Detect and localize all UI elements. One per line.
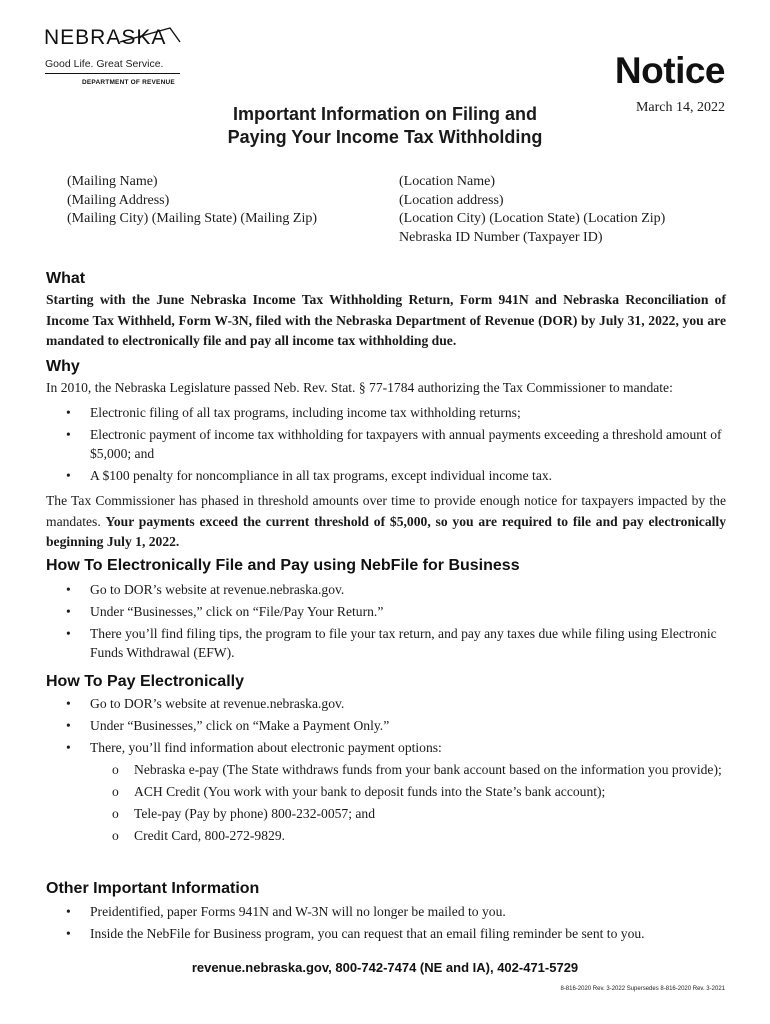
- why-intro: In 2010, the Nebraska Legislature passed Neb. Rev. Stat. § 77-1784 authorizing the Tax Commissioner to mandate:: [46, 380, 673, 395]
- list-item: o ACH Credit (You work with your bank to deposit funds into the State’s bank account);: [46, 782, 726, 801]
- list-item: • Under “Businesses,” click on “Make a Payment Only.”: [46, 716, 726, 735]
- mailing-address-block: [67, 173, 317, 229]
- section-heading-what: What: [46, 270, 86, 287]
- list-item: • Inside the NebFile for Business program, you can request that an email filing reminder be sent to you.: [46, 924, 726, 943]
- list-item: • There, you’ll find information about electronic payment options:: [46, 738, 726, 757]
- notice-heading: Notice: [614, 50, 725, 91]
- list-item: o Tele-pay (Pay by phone) 800-232-0057; and: [46, 804, 726, 823]
- nebraska-logo-wordmark: NEBRASKA: [44, 26, 167, 49]
- mailing-name: (Mailing Name): [67, 174, 158, 189]
- section-heading-pay: How To Pay Electronically: [46, 673, 244, 690]
- nebfile-list: [46, 580, 726, 665]
- document-title: [160, 103, 610, 149]
- why-closing-emphasis: Your payments exceed the current threshold of $5,000, so you are required to file and pay electronically beginning July 1, 2022.: [46, 513, 726, 549]
- logo-divider: [45, 73, 180, 74]
- list-item: • There you’ll find filing tips, the program to file your tax return, and pay any taxes due while filing using Electronic Funds Withdrawal (EFW).: [46, 624, 726, 662]
- list-item: o Credit Card, 800-272-9829.: [46, 826, 726, 845]
- footer-contact: revenue.nebraska.gov, 800-742-7474 (NE and IA), 402-471-5729: [191, 960, 579, 975]
- section-heading-why: Why: [46, 358, 80, 375]
- section-heading-nebfile: How To Electronically File and Pay using NebFile for Business: [46, 557, 520, 574]
- title-line-2: Paying Your Income Tax Withholding: [227, 127, 543, 147]
- why-closing: [46, 491, 726, 553]
- list-item: • Go to DOR’s website at revenue.nebraska.gov.: [46, 580, 726, 599]
- pay-list: [46, 694, 726, 848]
- mailing-city-state-zip: (Mailing City) (Mailing State) (Mailing Zip): [67, 211, 318, 226]
- list-item: • Go to DOR’s website at revenue.nebraska.gov.: [46, 694, 726, 713]
- list-item: • Under “Businesses,” click on “File/Pay Your Return.”: [46, 602, 726, 621]
- notice-date: March 14, 2022: [635, 100, 725, 115]
- why-list: [46, 403, 726, 488]
- title-line-1: Important Information on Filing and: [233, 104, 537, 124]
- list-item: o Nebraska e-pay (The State withdraws funds from your bank account based on the information you provide);: [46, 760, 726, 779]
- logo-roof-icon: [118, 26, 182, 48]
- list-item: • Preidentified, paper Forms 941N and W-3N will no longer be mailed to you.: [46, 902, 726, 921]
- what-text: Starting with the June Nebraska Income Tax Withholding Return, Form 941N and Nebraska Reconciliation of Income Tax Withheld, Form W-3N, filed with the Nebraska Department of Revenue (DOR) by July 31, 2022, you are mandated to electronically file and pay all income tax withholding due.: [46, 292, 726, 348]
- location-name: (Location Name): [399, 174, 496, 189]
- location-address: (Location address): [399, 192, 504, 208]
- list-item: • A $100 penalty for noncompliance in all tax programs, except individual income tax.: [46, 466, 726, 485]
- mailing-address: (Mailing Address): [67, 192, 170, 208]
- logo-tagline: Good Life. Great Service.: [45, 58, 164, 70]
- location-city-state-zip: (Location City) (Location State) (Location Zip): [399, 211, 666, 226]
- revision-note: 8-816-2020 Rev. 3-2022 Supersedes 8-816-2020 Rev. 3-2021: [560, 986, 725, 992]
- location-address-block: [399, 173, 665, 247]
- nebraska-id-number: Nebraska ID Number (Taxpayer ID): [399, 229, 603, 245]
- list-item: • Electronic filing of all tax programs, including income tax withholding returns;: [46, 403, 726, 422]
- other-list: [46, 902, 726, 946]
- why-closing-text: The Tax Commissioner has phased in threshold amounts over time to provide enough notice for taxpayers impacted by the mandates.: [46, 493, 726, 529]
- section-heading-other: Other Important Information: [46, 880, 260, 897]
- list-item: • Electronic payment of income tax withholding for taxpayers with annual payments exceeding a threshold amount of $5,000; and: [46, 425, 726, 463]
- logo-department: DEPARTMENT OF REVENUE: [82, 79, 175, 86]
